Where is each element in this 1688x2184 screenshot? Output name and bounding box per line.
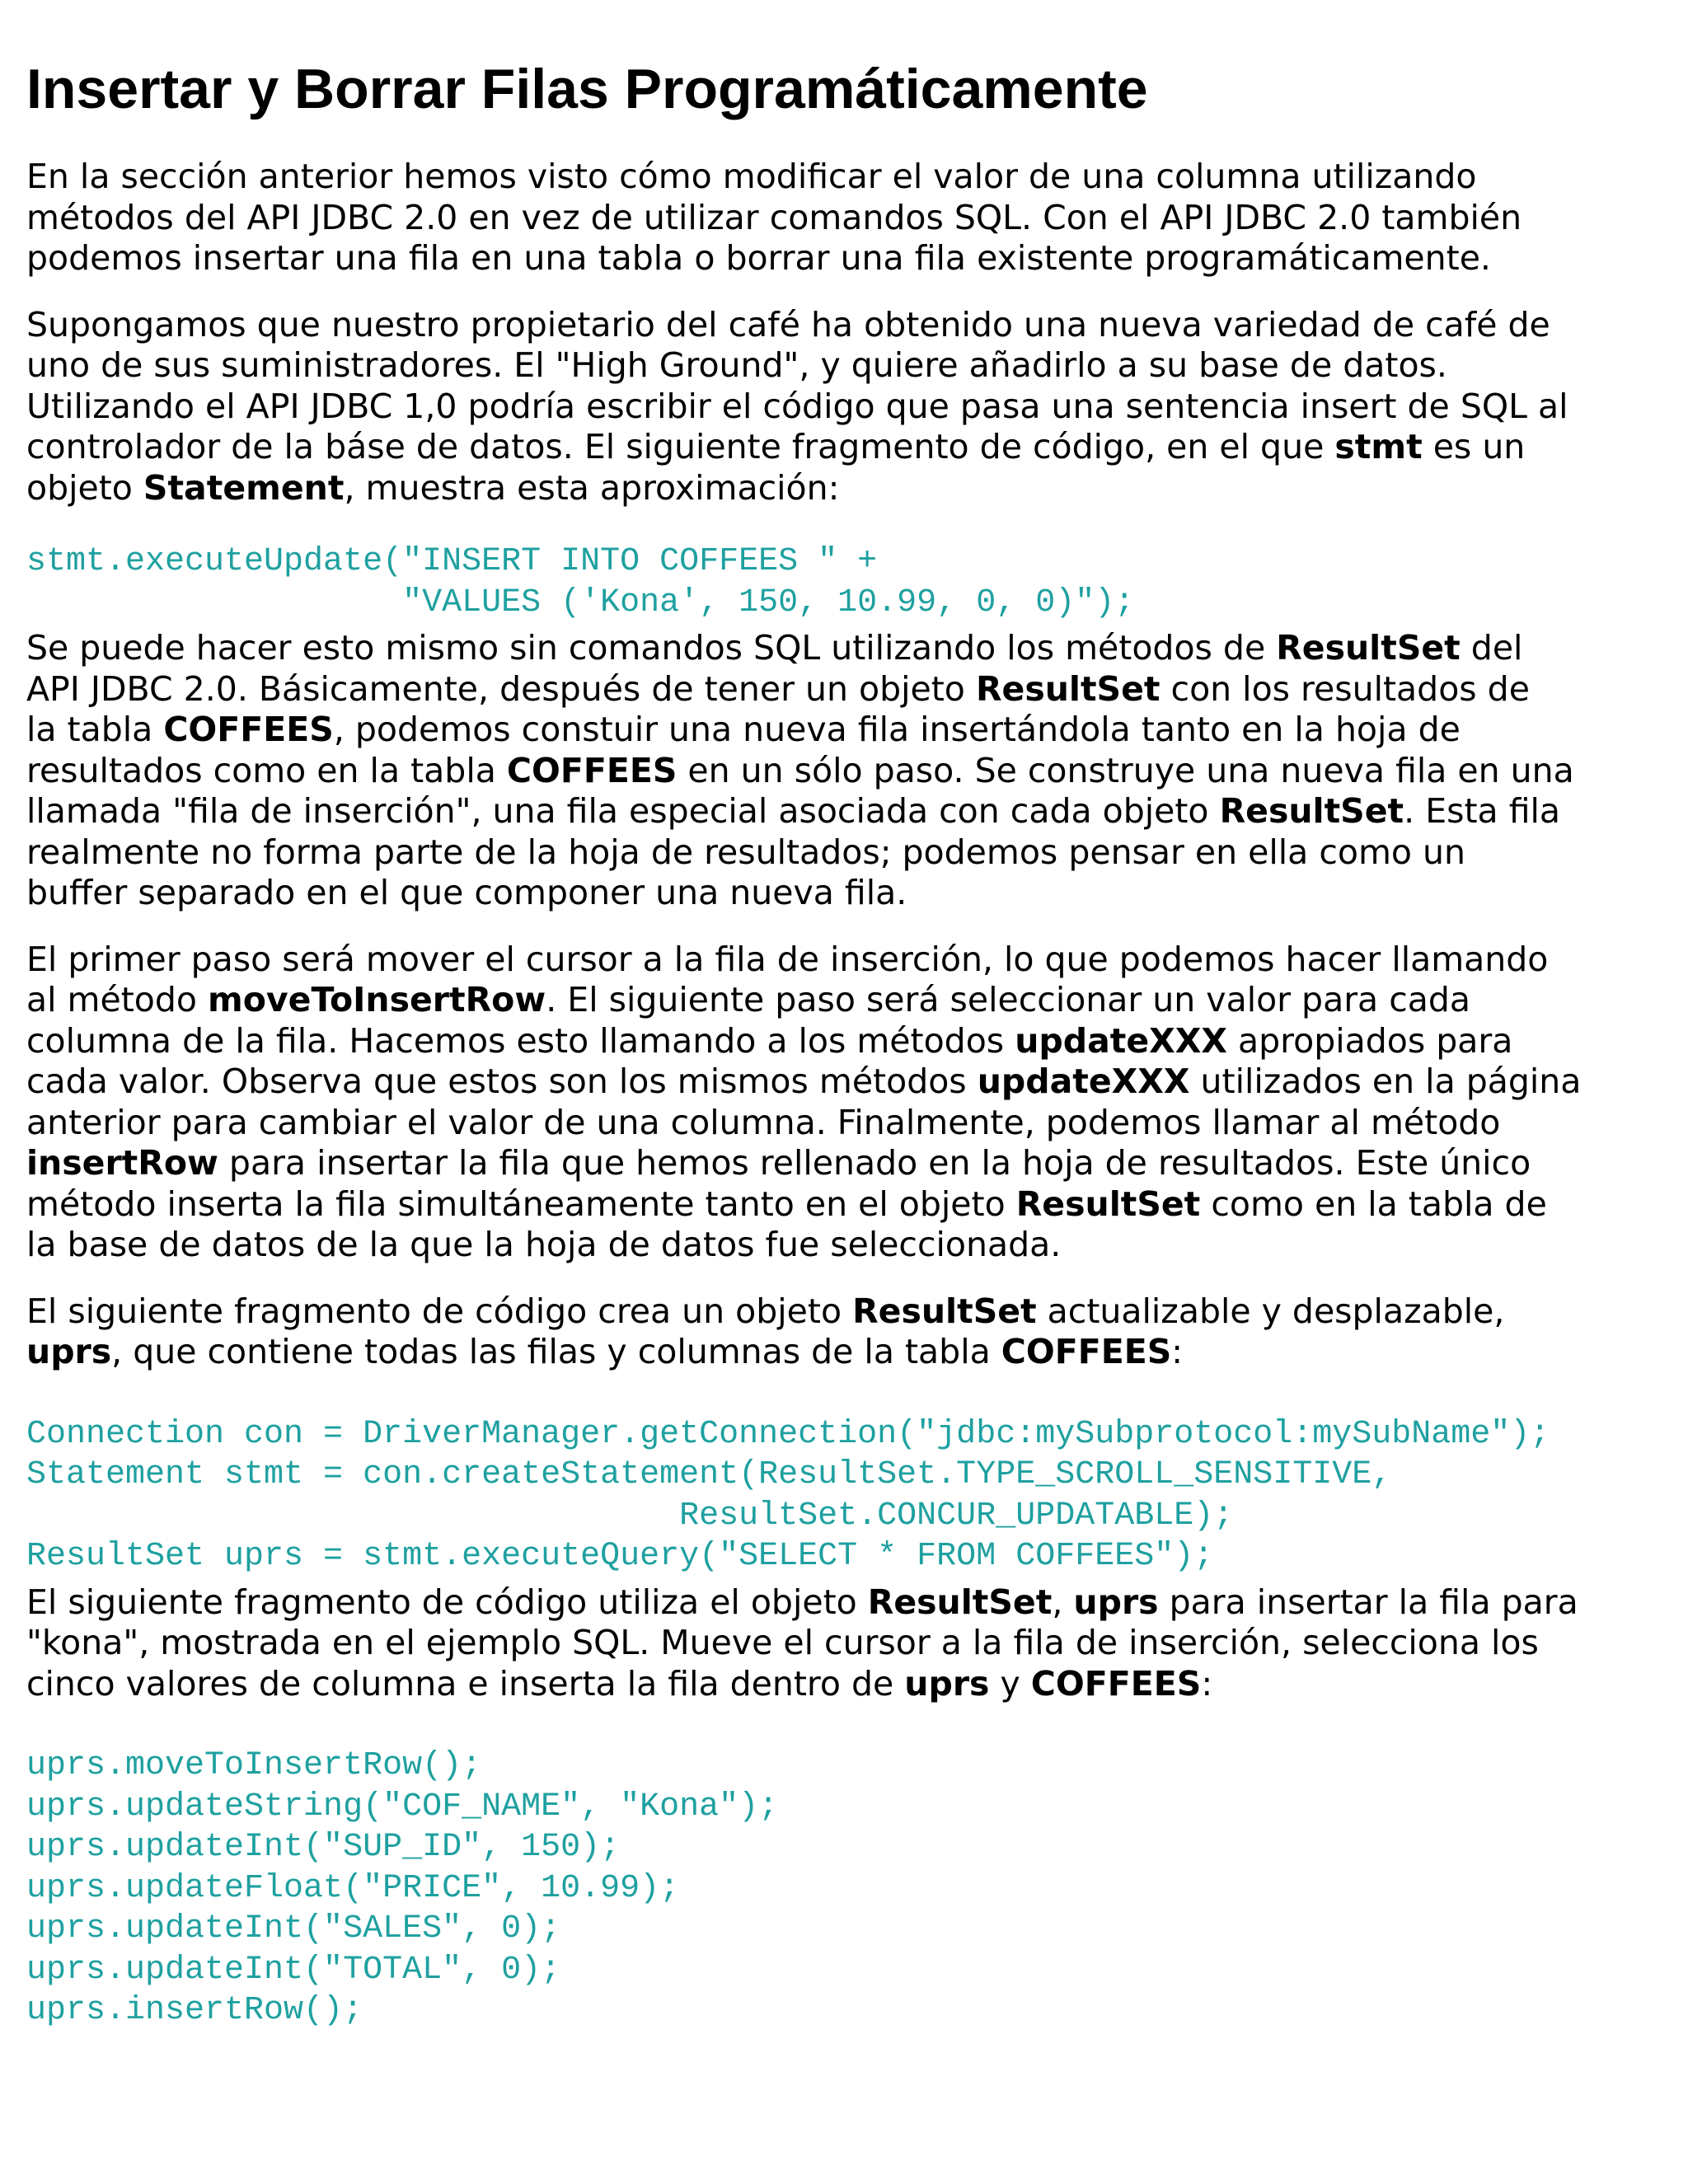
bold-term: ResultSet bbox=[867, 1582, 1053, 1622]
code-line: uprs.insertRow(); bbox=[26, 1992, 363, 2029]
text-line bbox=[26, 1225, 1662, 1266]
text-run: Supongamos que nuestro propietario del café ha obtenido una nueva variedad de café de bbox=[26, 304, 1550, 344]
text-line bbox=[26, 1291, 1662, 1333]
bold-term: updateXXX bbox=[977, 1062, 1190, 1101]
paragraph bbox=[26, 1582, 1662, 1705]
code-line: Connection con = DriverManager.getConnection("jdbc:mySubprotocol:mySubName"); bbox=[26, 1415, 1550, 1453]
text-line bbox=[26, 468, 1662, 509]
text-run: para insertar la fila que hemos rellenado en la hoja de resultados. Este único bbox=[218, 1143, 1531, 1183]
code-line: uprs.moveToInsertRow(); bbox=[26, 1747, 482, 1784]
text-run: y bbox=[989, 1663, 1031, 1704]
text-run: cinco valores de columna e inserta la fila dentro de bbox=[26, 1663, 905, 1704]
text-line bbox=[26, 345, 1662, 387]
text-run: uno de sus suministradores. El "High Ground", y quiere añadirlo a su base de datos. bbox=[26, 345, 1447, 385]
text-line bbox=[26, 305, 1662, 346]
text-line bbox=[26, 669, 1662, 710]
text-run: El siguiente fragmento de código utiliza el objeto bbox=[26, 1582, 868, 1622]
bold-term: ResultSet bbox=[1276, 628, 1461, 668]
text-run: anterior para cambiar el valor de una columna. Finalmente, podemos llamar al método bbox=[26, 1102, 1501, 1142]
bold-term: uprs bbox=[904, 1663, 990, 1704]
text-line bbox=[26, 710, 1662, 751]
text-run: Se puede hacer esto mismo sin comandos SQL utilizando los métodos de bbox=[26, 628, 1277, 668]
text-run: podemos insertar una fila en una tabla o borrar una fila existente programáticamente. bbox=[26, 238, 1491, 278]
text-run: métodos del API JDBC 2.0 en vez de utilizar comandos SQL. Con el API JDBC 2.0 también bbox=[26, 197, 1522, 237]
bold-term: stmt bbox=[1334, 427, 1423, 466]
text-run: apropiados para bbox=[1227, 1020, 1513, 1061]
text-run: actualizable y desplazable, bbox=[1036, 1291, 1505, 1331]
code-line: uprs.updateInt("SALES", 0); bbox=[26, 1910, 561, 1947]
bold-term: uprs bbox=[26, 1332, 112, 1371]
text-run: API JDBC 2.0. Básicamente, después de tener un objeto bbox=[26, 668, 976, 709]
text-line bbox=[26, 980, 1662, 1021]
text-run: llamada "fila de inserción", una fila especial asociada con cada objeto bbox=[26, 791, 1220, 831]
text-line bbox=[26, 1623, 1662, 1664]
bold-term: moveToInsertRow bbox=[208, 980, 546, 1019]
bold-term: ResultSet bbox=[975, 668, 1160, 709]
text-run: , bbox=[1052, 1582, 1074, 1622]
code-line: stmt.executeUpdate("INSERT INTO COFFEES " + bbox=[26, 543, 878, 580]
text-run: columna de la fila. Hacemos esto llamando a los métodos bbox=[26, 1020, 1015, 1061]
text-run: al método bbox=[26, 980, 209, 1019]
code-line: uprs.updateString("COF_NAME", "Kona"); bbox=[26, 1788, 779, 1825]
text-run: . El siguiente paso será seleccionar un valor para cada bbox=[546, 980, 1471, 1019]
bold-term: ResultSet bbox=[852, 1291, 1037, 1331]
code-block bbox=[26, 541, 1662, 623]
text-line bbox=[26, 1582, 1662, 1624]
text-run: controlador de la báse de datos. El siguiente fragmento de código, en el que bbox=[26, 427, 1335, 466]
text-run: para insertar la fila para bbox=[1158, 1582, 1578, 1622]
text-line bbox=[26, 1103, 1662, 1144]
bold-term: Statement bbox=[143, 467, 345, 508]
code-line: Statement stmt = con.createStatement(ResultSet.TYPE_SCROLL_SENSITIVE, bbox=[26, 1456, 1392, 1493]
text-run: con los resultados de bbox=[1160, 668, 1530, 709]
text-line bbox=[26, 1664, 1662, 1705]
text-run: cada valor. Observa que estos son los mismos métodos bbox=[26, 1062, 978, 1101]
paragraph bbox=[26, 1291, 1662, 1373]
text-run: El siguiente fragmento de código crea un objeto bbox=[26, 1291, 853, 1331]
text-line bbox=[26, 198, 1662, 239]
text-run: En la sección anterior hemos visto cómo modificar el valor de una columna utilizando bbox=[26, 157, 1477, 196]
bold-term: COFFEES bbox=[163, 710, 334, 749]
code-line: ResultSet.CONCUR_UPDATABLE); bbox=[26, 1497, 1234, 1535]
text-run: Utilizando el API JDBC 1,0 podría escribir el código que pasa una sentencia insert de SQL al bbox=[26, 386, 1568, 426]
bold-term: updateXXX bbox=[1015, 1020, 1227, 1061]
text-line bbox=[26, 832, 1662, 874]
text-run: del bbox=[1460, 628, 1523, 668]
paragraph bbox=[26, 940, 1662, 1266]
code-line: uprs.updateFloat("PRICE", 10.99); bbox=[26, 1869, 680, 1907]
code-line: "VALUES ('Kona', 150, 10.99, 0, 0)"); bbox=[26, 583, 1135, 621]
text-run: como en la tabla de bbox=[1200, 1183, 1547, 1224]
text-line bbox=[26, 238, 1662, 279]
text-line bbox=[26, 1062, 1662, 1103]
text-run: , muestra esta aproximación: bbox=[344, 467, 840, 508]
text-run: objeto bbox=[26, 467, 143, 508]
text-run: . Esta fila bbox=[1404, 791, 1561, 831]
text-line bbox=[26, 157, 1662, 198]
bold-term: COFFEES bbox=[1030, 1663, 1202, 1704]
text-line bbox=[26, 873, 1662, 914]
code-block bbox=[26, 1746, 1662, 2032]
text-run: , que contiene todas las filas y columnas de la tabla bbox=[111, 1332, 1001, 1371]
text-line bbox=[26, 1332, 1662, 1373]
bold-term: insertRow bbox=[26, 1143, 218, 1183]
text-run: buffer separado en el que componer una nueva fila. bbox=[26, 873, 907, 912]
text-line bbox=[26, 1184, 1662, 1226]
text-run: en un sólo paso. Se construye una nueva fila en una bbox=[677, 750, 1574, 790]
text-line bbox=[26, 791, 1662, 832]
text-line bbox=[26, 1143, 1662, 1184]
text-line bbox=[26, 628, 1662, 669]
text-run: "kona", mostrada en el ejemplo SQL. Mueve el cursor a la fila de inserción, selecciona los bbox=[26, 1623, 1539, 1662]
text-run: método inserta la fila simultáneamente tanto en el objeto bbox=[26, 1183, 1016, 1224]
text-run: , podemos constuir una nueva fila insertándola tanto en la hoja de bbox=[333, 710, 1461, 749]
bold-term: COFFEES bbox=[506, 750, 678, 790]
paragraph bbox=[26, 157, 1662, 279]
bold-term: ResultSet bbox=[1015, 1183, 1201, 1224]
paragraph bbox=[26, 305, 1662, 509]
text-run: realmente no forma parte de la hoja de resultados; podemos pensar en ella como un bbox=[26, 832, 1465, 872]
text-run: la tabla bbox=[26, 710, 164, 749]
bold-term: uprs bbox=[1073, 1582, 1159, 1622]
page-title: Insertar y Borrar Filas Programáticamente bbox=[26, 58, 1148, 120]
text-run: El primer paso será mover el cursor a la fila de inserción, lo que podemos hacer llamando bbox=[26, 939, 1549, 979]
code-block bbox=[26, 1414, 1662, 1577]
bold-term: COFFEES bbox=[1001, 1332, 1172, 1371]
text-line bbox=[26, 751, 1662, 792]
text-run: la base de datos de la que la hoja de datos fue seleccionada. bbox=[26, 1225, 1062, 1264]
text-line bbox=[26, 940, 1662, 981]
text-line bbox=[26, 427, 1662, 468]
text-run: utilizados en la página bbox=[1189, 1062, 1582, 1101]
code-line: ResultSet uprs = stmt.executeQuery("SELECT * FROM COFFEES"); bbox=[26, 1538, 1214, 1575]
code-line: uprs.updateInt("TOTAL", 0); bbox=[26, 1951, 561, 1989]
code-line: uprs.updateInt("SUP_ID", 150); bbox=[26, 1829, 621, 1866]
bold-term: ResultSet bbox=[1219, 791, 1404, 831]
text-run: resultados como en la tabla bbox=[26, 750, 507, 790]
text-line bbox=[26, 387, 1662, 428]
paragraph bbox=[26, 628, 1662, 914]
text-run: : bbox=[1171, 1332, 1184, 1371]
text-run: : bbox=[1201, 1663, 1213, 1704]
text-run: es un bbox=[1422, 427, 1526, 466]
text-line bbox=[26, 1021, 1662, 1062]
